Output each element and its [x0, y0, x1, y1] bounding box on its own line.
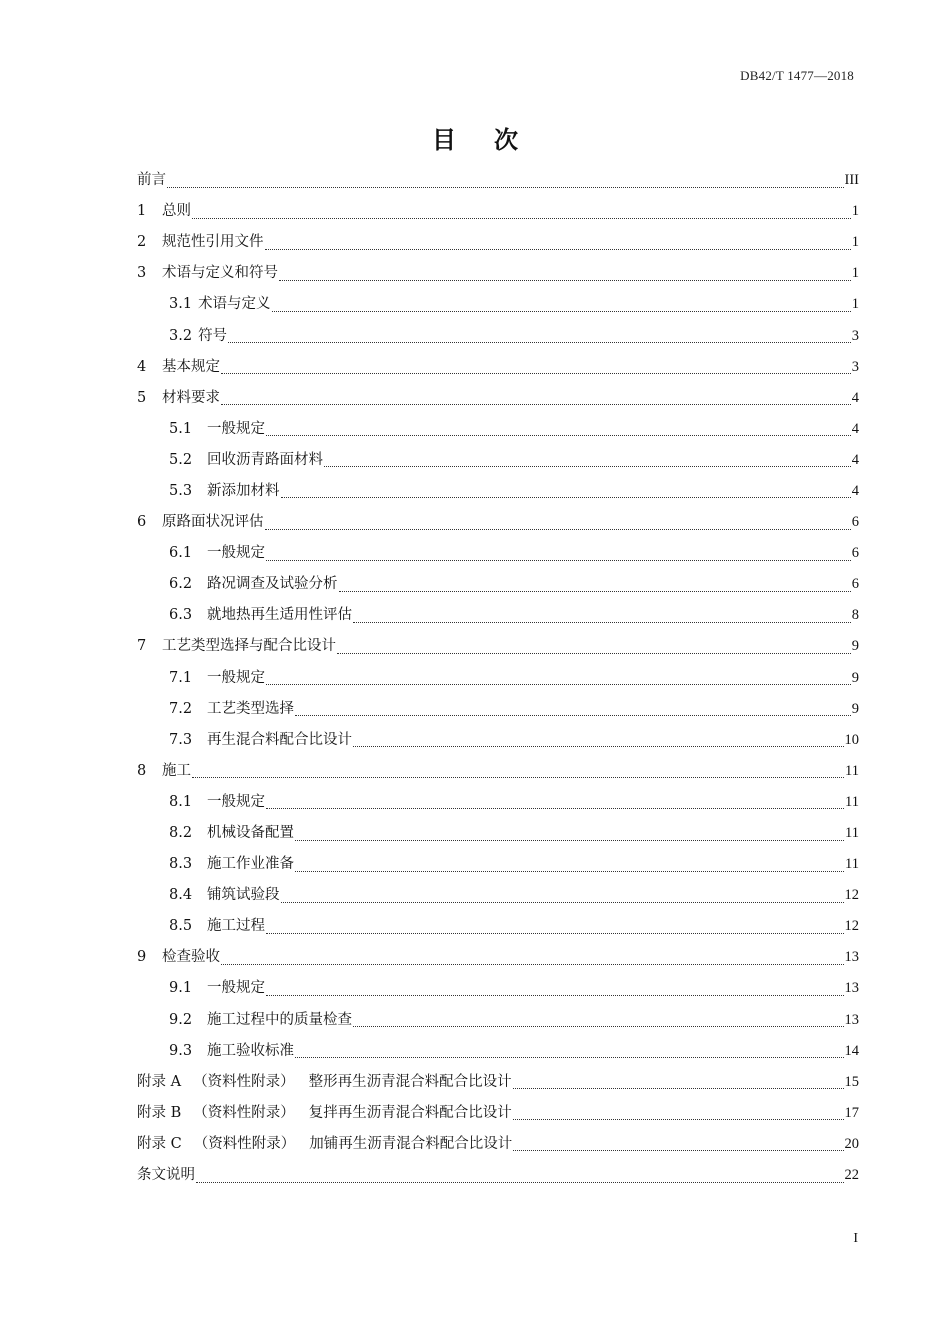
toc-entry[interactable]	[137, 165, 859, 196]
toc-entry[interactable]	[137, 942, 859, 973]
toc-dot-leader	[337, 652, 851, 654]
toc-entry[interactable]	[137, 1036, 859, 1067]
toc-entry-title: 工艺类型选择	[207, 700, 294, 717]
toc-entry-title: 术语与定义和符号	[162, 265, 278, 282]
toc-entry[interactable]	[137, 973, 859, 1004]
toc-entry-number: 6.2	[169, 576, 193, 593]
toc-title: 目次	[432, 126, 556, 154]
toc-entry-page: 9	[851, 638, 859, 655]
toc-entry-number: 7.1	[169, 669, 193, 686]
toc-entry-number: 8.5	[169, 918, 193, 935]
toc-entry[interactable]	[137, 725, 859, 756]
toc-dot-leader	[324, 465, 851, 467]
toc-entry[interactable]	[137, 631, 859, 662]
toc-entry-title: 回收沥青路面材料	[207, 451, 323, 468]
toc-entry-title: 施工	[162, 762, 191, 779]
toc-dot-leader	[266, 932, 844, 934]
toc-dot-leader	[353, 621, 851, 623]
toc-entry-number: 附录 B	[137, 1104, 182, 1121]
toc-entry-title: 再生混合料配合比设计	[207, 731, 352, 748]
toc-dot-leader	[221, 963, 844, 965]
toc-dot-leader	[513, 1149, 843, 1151]
toc-dot-leader	[266, 683, 851, 685]
toc-entry[interactable]	[137, 663, 859, 694]
toc-entry-page: 3	[851, 327, 859, 344]
toc-entry-title: 施工作业准备	[207, 856, 294, 873]
toc-entry[interactable]	[137, 414, 859, 445]
toc-entry-number: 9.2	[169, 1011, 193, 1028]
toc-entry-page: 10	[844, 731, 859, 748]
toc-entry-page: 13	[844, 1011, 859, 1028]
toc-entry-title: 铺筑试验段	[207, 887, 280, 904]
toc-entry[interactable]	[137, 352, 859, 383]
toc-entry-number: 4	[137, 358, 147, 375]
toc-dot-leader	[281, 901, 844, 903]
toc-entry-page: 6	[851, 545, 859, 562]
toc-entry-page: 8	[851, 607, 859, 624]
toc-entry[interactable]	[137, 227, 859, 258]
toc-entry-title: 材料要求	[162, 389, 220, 406]
toc-entry-page: 13	[844, 949, 859, 966]
toc-dot-leader	[272, 310, 851, 312]
toc-entry-number: 9.1	[169, 980, 193, 997]
toc-entry-page: 4	[851, 482, 859, 499]
toc-entry-title: 复拌再生沥青混合料配合比设计	[308, 1104, 512, 1121]
toc-entry[interactable]	[137, 196, 859, 227]
toc-entry-number: 8.4	[169, 887, 193, 904]
toc-entry-number: 7.2	[169, 700, 193, 717]
toc-entry-page: 9	[851, 669, 859, 686]
toc-entry-page: 22	[844, 1167, 859, 1184]
toc-entry-title: 一般规定	[207, 669, 265, 686]
toc-entry-number: 8.1	[169, 793, 193, 810]
toc-dot-leader	[221, 403, 851, 405]
toc-entry-number: 2	[137, 234, 147, 251]
toc-entry-number: 6	[137, 514, 147, 531]
toc-entry-title: 施工过程	[207, 918, 265, 935]
toc-entry-number: 5.1	[169, 420, 193, 437]
toc-dot-leader	[221, 372, 851, 374]
toc-entry-number: 6.1	[169, 545, 193, 562]
toc-entry-page: 6	[851, 514, 859, 531]
toc-entry[interactable]	[137, 600, 859, 631]
toc-entry-number: 附录 C	[137, 1135, 182, 1152]
toc-entry-number: 9.3	[169, 1042, 193, 1059]
toc-entry-page: 12	[844, 887, 859, 904]
toc-entry-page: 6	[851, 576, 859, 593]
toc-entry-number: 5.3	[169, 482, 193, 499]
toc-entry-number: 3.1	[169, 296, 193, 313]
toc-entry-page: 20	[844, 1135, 859, 1152]
toc-entry-title: 规范性引用文件	[162, 234, 264, 251]
toc-entry-title: 工艺类型选择与配合比设计	[162, 638, 336, 655]
toc-entry-number: 7.3	[169, 731, 193, 748]
toc-entry-title: 加铺再生沥青混合料配合比设计	[309, 1135, 513, 1152]
toc-entry[interactable]	[137, 476, 859, 507]
page-number: I	[853, 1231, 858, 1246]
toc-entry-title: 就地热再生适用性评估	[207, 607, 352, 624]
toc-dot-leader	[353, 745, 844, 747]
toc-dot-leader	[266, 559, 851, 561]
toc-entry-page: 1	[851, 296, 859, 313]
toc-entry[interactable]	[137, 694, 859, 725]
toc-dot-leader	[192, 776, 844, 778]
toc-entry-title: 前言	[137, 172, 166, 189]
toc-entry-page: 1	[851, 203, 859, 220]
toc-dot-leader	[281, 496, 851, 498]
toc-dot-leader	[265, 528, 851, 530]
toc-entry[interactable]	[137, 383, 859, 414]
toc-entry[interactable]	[137, 445, 859, 476]
toc-entry-page: 11	[845, 856, 859, 873]
toc-entry-page: 4	[851, 420, 859, 437]
toc-entry[interactable]	[137, 1129, 859, 1160]
toc-entry-page: 4	[851, 451, 859, 468]
toc-entry[interactable]	[137, 258, 859, 289]
toc-dot-leader	[192, 217, 851, 219]
toc-dot-leader	[266, 434, 851, 436]
toc-entry[interactable]	[137, 1005, 859, 1036]
toc-entry-title: 一般规定	[207, 793, 265, 810]
toc-entry-title: 总则	[162, 203, 191, 220]
toc-entry-title: 新添加材料	[207, 482, 280, 499]
toc-entry-number: 8.3	[169, 856, 193, 873]
toc-entry-page: 13	[844, 980, 859, 997]
toc-dot-leader	[513, 1087, 844, 1089]
toc-entry-annex-type: （资料性附录）	[193, 1135, 296, 1152]
toc-entry-title: 路况调查及试验分析	[207, 576, 338, 593]
toc-entry-number: 1	[137, 203, 147, 220]
document-code: DB42/T 1477—2018	[740, 68, 854, 83]
toc-dot-leader	[295, 714, 851, 716]
toc-entry-title: 施工过程中的质量检查	[207, 1011, 352, 1028]
toc-entry[interactable]	[137, 1098, 859, 1129]
toc-entry[interactable]	[137, 756, 859, 787]
toc-dot-leader	[196, 1181, 844, 1183]
toc-entry-title: 机械设备配置	[207, 825, 294, 842]
toc-entry-title: 一般规定	[207, 980, 265, 997]
toc-entry[interactable]	[137, 787, 859, 818]
toc-entry[interactable]	[137, 849, 859, 880]
toc-entry-title: 检查验收	[162, 949, 220, 966]
toc-entry-title: 条文说明	[137, 1167, 195, 1184]
toc-dot-leader	[295, 839, 844, 841]
toc-entry-annex-type: （资料性附录）	[193, 1073, 295, 1090]
toc-entry-page: 11	[845, 793, 859, 810]
toc-entry-page: 3	[851, 358, 859, 375]
toc-entry-page: 11	[845, 825, 859, 842]
toc-dot-leader	[339, 590, 851, 592]
toc-dot-leader	[295, 870, 844, 872]
toc-entry-page: 4	[851, 389, 859, 406]
toc-entry-page: 14	[844, 1042, 859, 1059]
toc-entry-number: 附录 A	[137, 1073, 182, 1090]
toc-entry[interactable]	[137, 538, 859, 569]
toc-entry-title: 一般规定	[207, 420, 265, 437]
toc-entry-title: 符号	[198, 327, 228, 344]
toc-entry[interactable]	[137, 507, 859, 538]
toc-dot-leader	[279, 279, 851, 281]
toc-entry-title: 术语与定义	[198, 296, 271, 313]
toc-entry-page: III	[844, 172, 859, 189]
toc-entry-number: 5.2	[169, 451, 193, 468]
toc-entry[interactable]	[137, 1067, 859, 1098]
toc-entry[interactable]	[137, 818, 859, 849]
toc-dot-leader	[295, 1056, 844, 1058]
toc-entry[interactable]	[137, 911, 859, 942]
toc-entry-number: 7	[137, 638, 147, 655]
toc-entry[interactable]	[137, 1160, 859, 1191]
toc-entry-title: 原路面状况评估	[162, 514, 264, 531]
toc-entry-number: 3	[137, 265, 147, 282]
toc-entry-title: 整形再生沥青混合料配合比设计	[308, 1073, 512, 1090]
toc-entry-number: 5	[137, 389, 147, 406]
toc-dot-leader	[266, 807, 844, 809]
toc-entry-page: 17	[844, 1104, 859, 1121]
toc-entry-page: 1	[851, 265, 859, 282]
toc-entry-title: 一般规定	[207, 545, 265, 562]
toc-dot-leader	[266, 994, 844, 996]
toc-dot-leader	[167, 186, 844, 188]
toc-dot-leader	[265, 248, 851, 250]
toc-entry-page: 12	[844, 918, 859, 935]
toc-entry-title: 基本规定	[162, 358, 220, 375]
toc-entry-page: 11	[845, 762, 859, 779]
toc-dot-leader	[353, 1025, 844, 1027]
toc-entry[interactable]	[137, 569, 859, 600]
toc-entry[interactable]	[137, 880, 859, 911]
toc-entry-page: 1	[851, 234, 859, 251]
toc-entry-number: 8.2	[169, 825, 193, 842]
toc-entry-number: 9	[137, 949, 147, 966]
toc-entry-annex-type: （资料性附录）	[193, 1104, 295, 1121]
toc-entry-number: 8	[137, 762, 147, 779]
toc-entry[interactable]	[137, 289, 859, 320]
toc-entry-page: 9	[851, 700, 859, 717]
toc-dot-leader	[228, 341, 851, 343]
toc-entry-number: 6.3	[169, 607, 193, 624]
toc-entry-title: 施工验收标准	[207, 1042, 294, 1059]
toc-entry-page: 15	[844, 1073, 859, 1090]
toc-entry[interactable]	[137, 320, 859, 351]
toc-entry-number: 3.2	[169, 327, 193, 344]
toc-dot-leader	[513, 1118, 844, 1120]
table-of-contents	[137, 165, 859, 1191]
